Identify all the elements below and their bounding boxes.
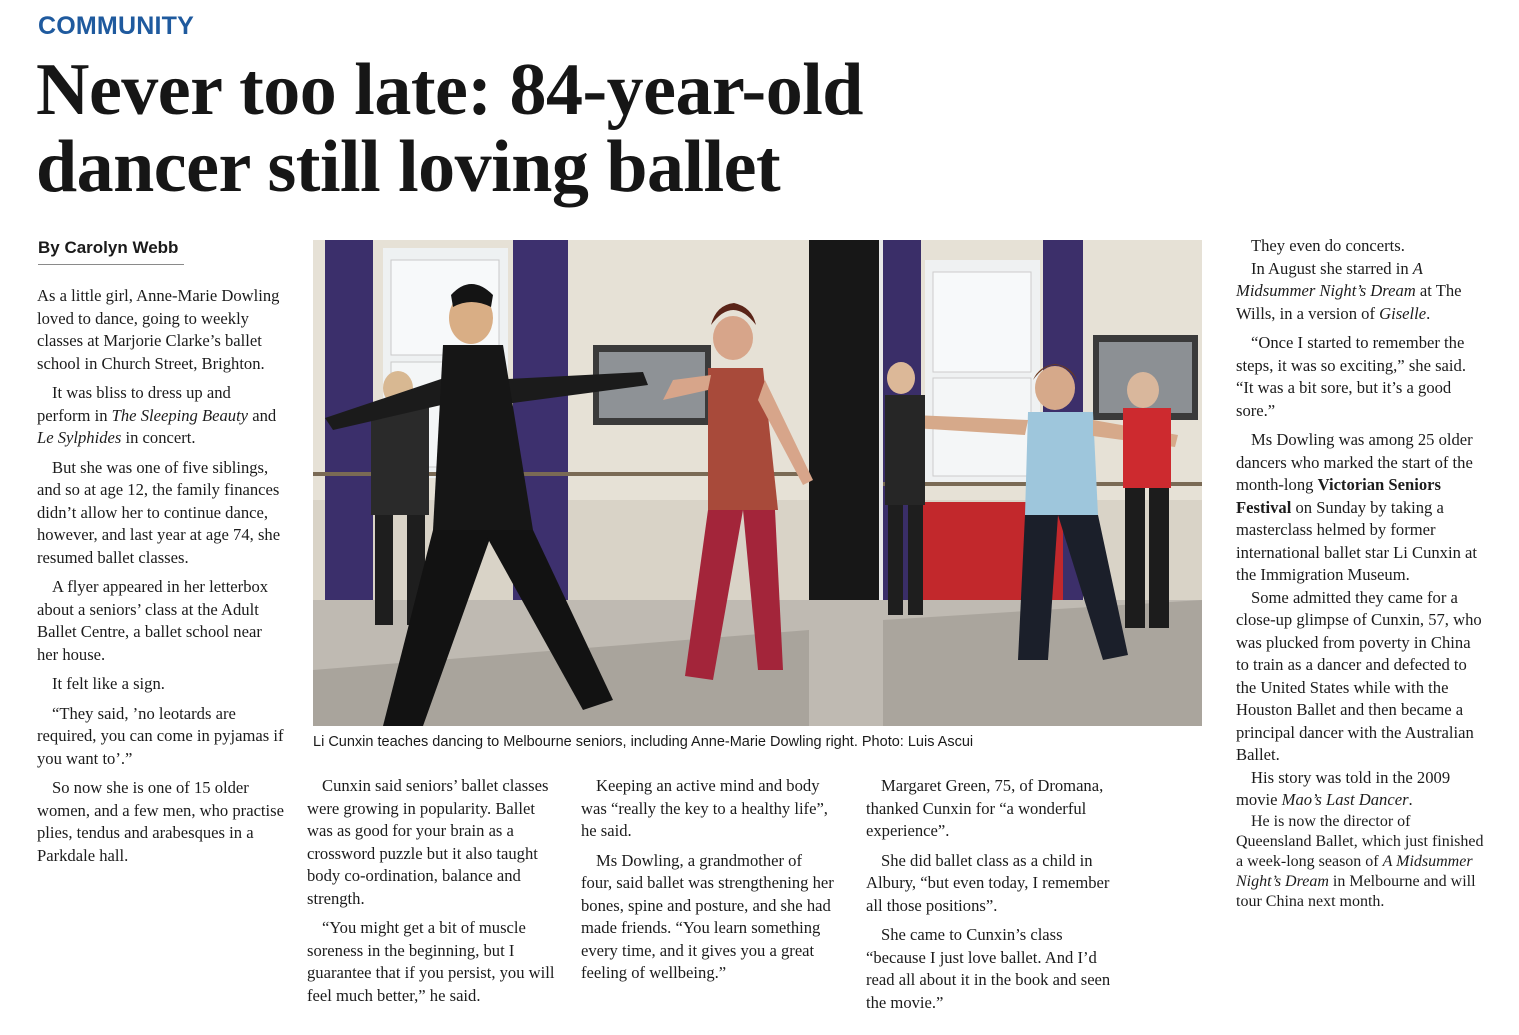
headline-line-2: dancer still loving ballet [36,126,781,208]
paragraph: A flyer appeared in her letterbox about a seniors’ class at the Adult Ballet Centre, a ballet school near her house. [37,577,269,664]
article-column-1 [37,285,287,874]
paragraph: He is now the director of Queensland Ballet, which just finished a week-long season of A Midsummer Night’s Dream in Melbourne and will tour China next month. [1236,812,1484,910]
paragraph: It felt like a sign. [52,674,165,693]
article-column-4 [866,775,1124,1021]
paragraph: As a little girl, Anne-Marie Dowling loved to dance, going to weekly classes at Marjorie Clarke’s ballet school in Church Street, Brighton. [37,286,280,373]
paragraph: “You might get a bit of muscle soreness in the beginning, but I guarantee that if you persist, you will feel much better,” he said. [307,918,555,1005]
paragraph: Cunxin said seniors’ ballet classes were growing in popularity. Ballet was as good for your brain as a crossword puzzle but it also taught body co-ordination, balance and strength. [307,776,549,908]
paragraph: His story was told in the 2009 movie Mao’s Last Dancer. [1236,767,1451,809]
photo-image [313,240,1202,726]
headline-line-1: Never too late: 84-year-old [36,49,863,131]
article-column-2 [307,775,557,1014]
paragraph: “Once I started to remember the steps, it was so exciting,” she said. “It was a bit sore, but it’s a good sore.” [1236,333,1466,420]
article-photo [313,240,1202,726]
photo-caption: Li Cunxin teaches dancing to Melbourne seniors, including Anne-Marie Dowling right. Photo: Luis Ascui [313,734,974,750]
paragraph: Keeping an active mind and body was “really the key to a healthy life”, he said. [581,776,828,840]
paragraph: They even do concerts. [1251,236,1405,255]
paragraph: She came to Cunxin’s class “because I just love ballet. And I’d read all about it in the book and seen the movie.” [866,925,1111,1012]
paragraph: But she was one of five siblings, and so at age 12, the family finances didn’t allow her to continue dance, however, and last year at age 74, she resumed ballet classes. [37,457,281,567]
section-label: COMMUNITY [38,12,194,40]
paragraph: Ms Dowling was among 25 older dancers who marked the start of the month-long Victorian Seniors Festival on Sunday by taking a masterclass helmed by former international ballet star Li Cunxin at the Immigration Museum. [1236,430,1478,584]
paragraph: She did ballet class as a child in Albury, “but even today, I remember all those positions”. [866,850,1110,915]
paragraph: Ms Dowling, a grandmother of four, said ballet was strengthening her bones, spine and posture, and she had made friends. “You learn something every time, and it gives you a great feeling of wellbeing.” [581,850,834,982]
headline [36,49,1016,208]
article-column-3 [581,775,837,992]
paragraph: Some admitted they came for a close-up glimpse of Cunxin, 57, who was plucked from poverty in China to train as a dancer and defected to the United States while with the Houston Ballet and then became a principal dancer with the Australian Ballet. [1236,587,1482,764]
paragraph: Margaret Green, 75, of Dromana, thanked Cunxin for “a wonderful experience”. [866,776,1104,840]
paragraph: So now she is one of 15 older women, and a few men, who practise plies, tendus and arabesques in a Parkdale hall. [37,778,284,865]
article-column-5 [1236,235,1486,912]
byline: By Carolyn Webb [38,238,184,265]
paragraph: In August she starred in A Midsummer Night’s Dream at The Wills, in a version of Giselle. [1236,258,1462,323]
paragraph: “They said, ’no leotards are required, you can come in pyjamas if you want to’.” [37,703,284,768]
paragraph: It was bliss to dress up and perform in The Sleeping Beauty and Le Sylphides in concert. [37,383,277,447]
